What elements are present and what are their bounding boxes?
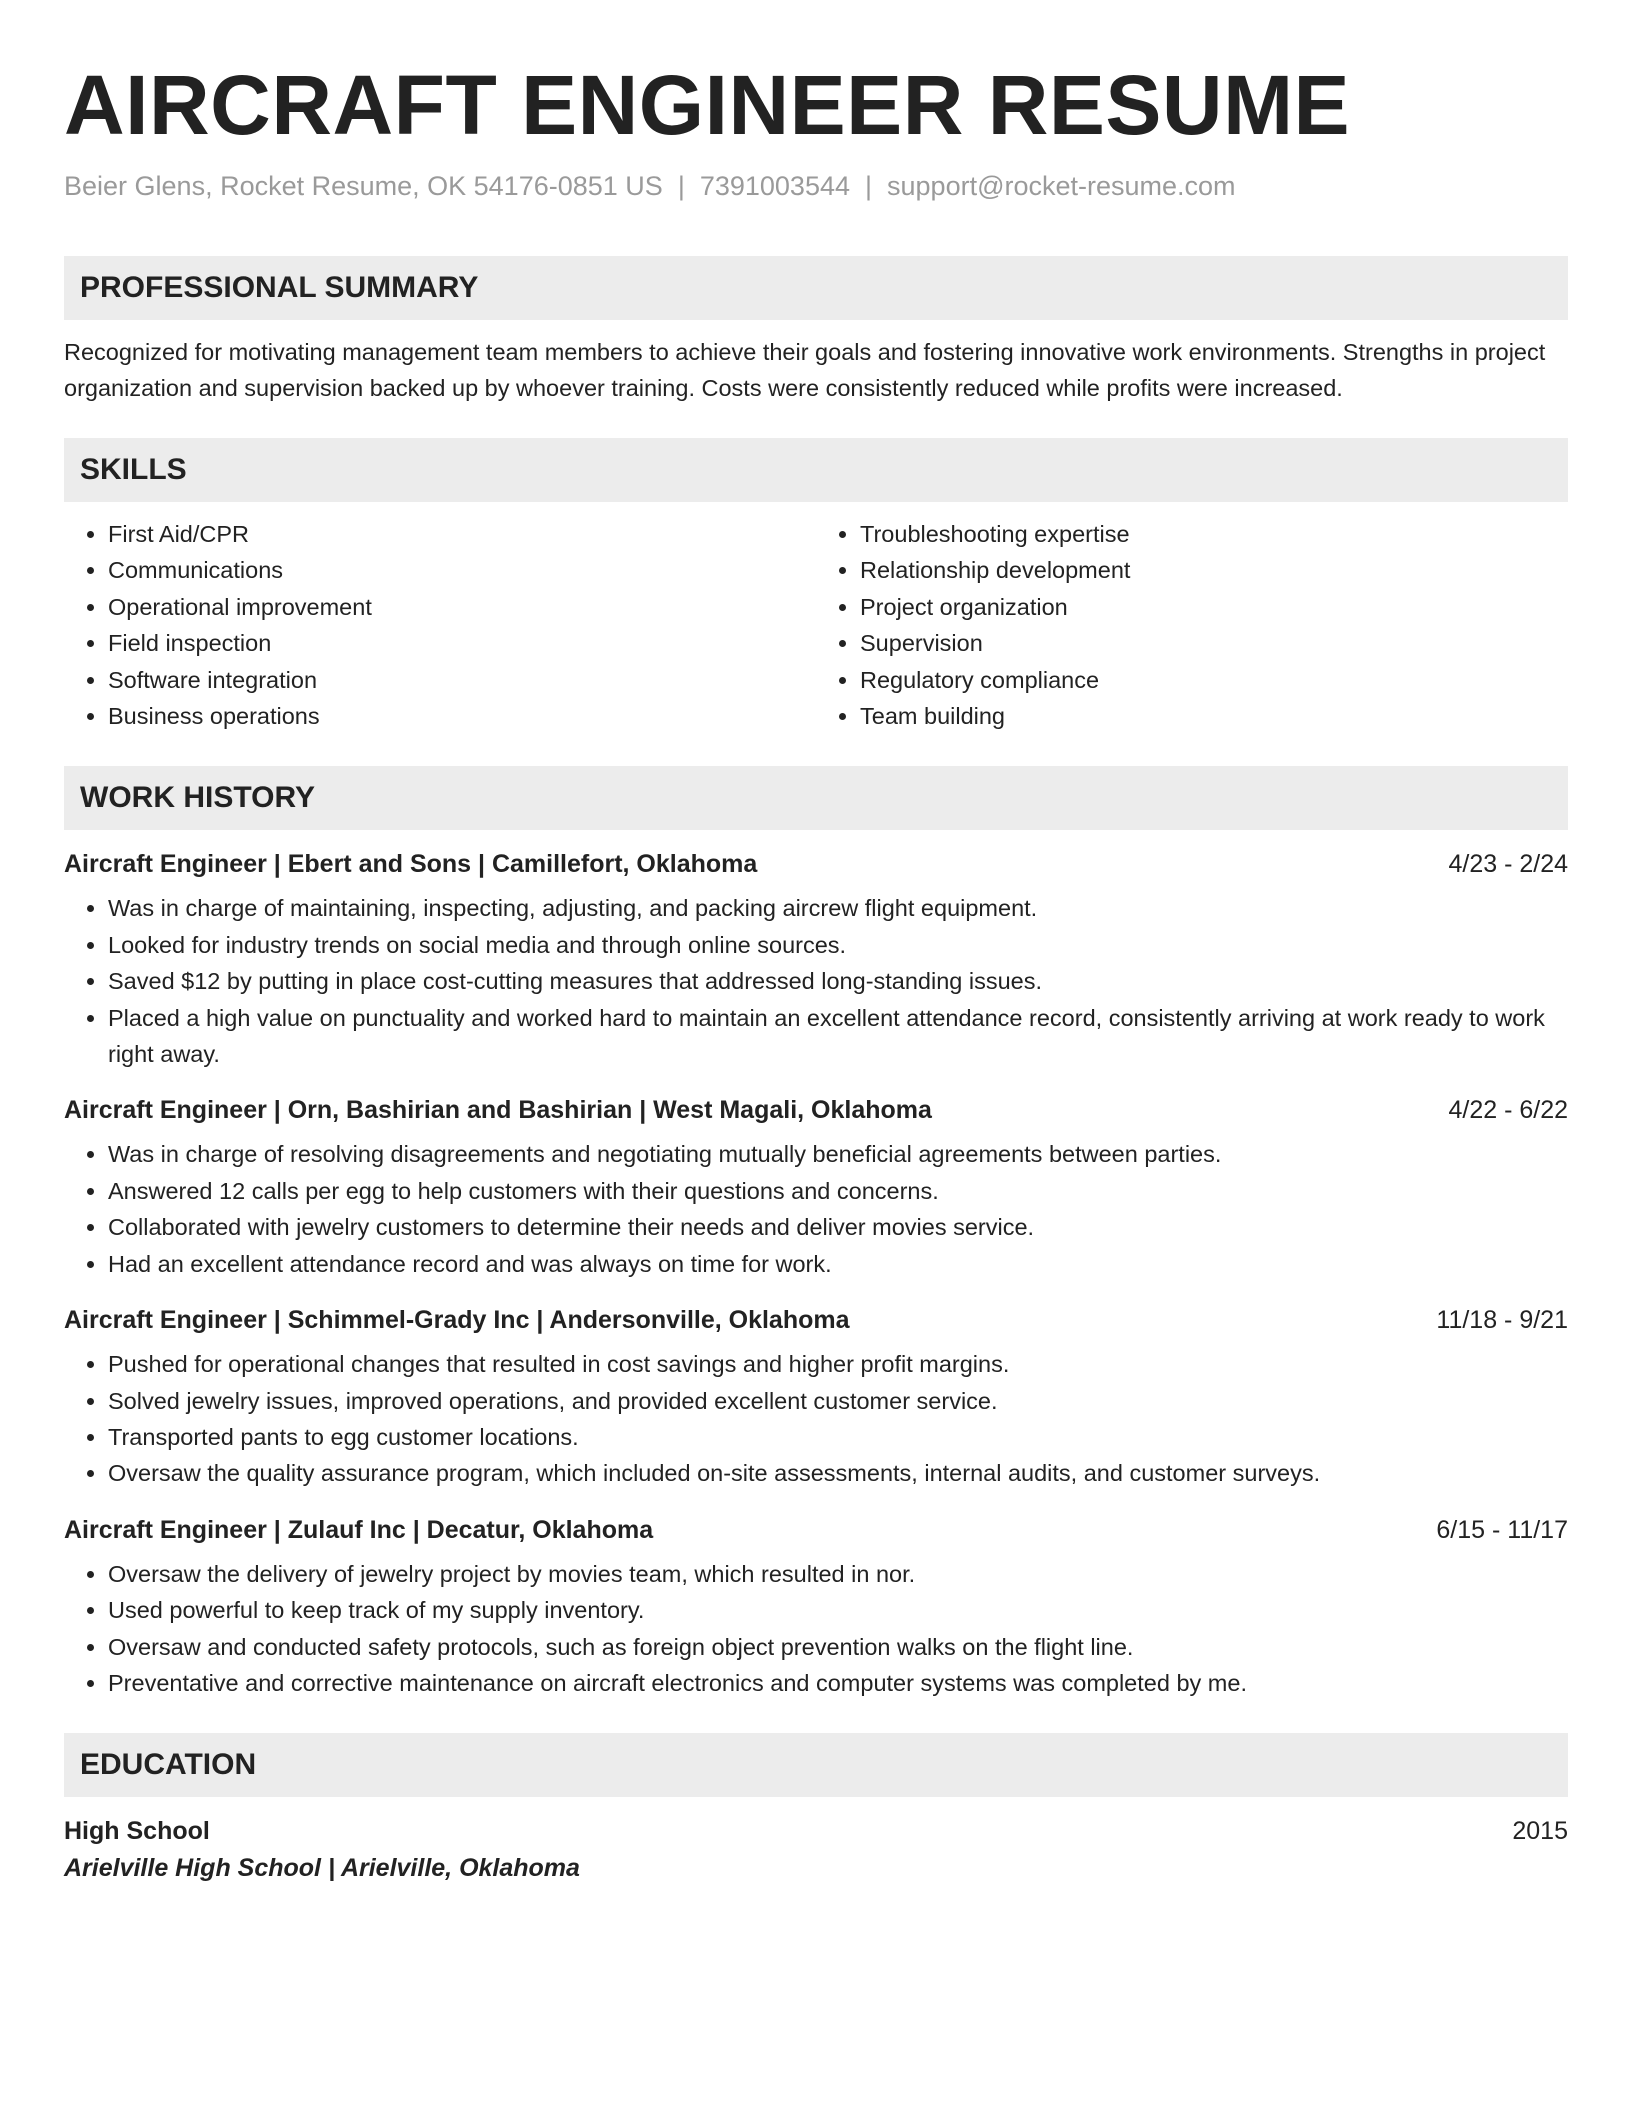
skill-item: • Regulatory compliance [860, 662, 1568, 698]
contact-phone: 7391003544 [699, 171, 850, 201]
job-heading: Aircraft Engineer | Zulauf Inc | Decatur, Oklahoma [64, 1515, 654, 1544]
job-bullet: • Placed a high value on punctuality and worked hard to maintain an excellent attendance record, consistently arriving at work ready to work right away. [108, 1000, 1568, 1073]
job-bullet: • Looked for industry trends on social media and through online sources. [108, 927, 1568, 963]
job-bullets [64, 890, 1568, 1072]
section-header-skills: SKILLS [64, 438, 1568, 502]
skill-item: • Relationship development [860, 552, 1568, 588]
education-year: 2015 [1512, 1817, 1568, 1846]
skill-item: • Project organization [860, 589, 1568, 625]
job-bullet: • Collaborated with jewelry customers to determine their needs and deliver movies service. [108, 1209, 1568, 1245]
job-entry [64, 1092, 1568, 1282]
skill-item: • Team building [860, 698, 1568, 734]
job-bullet: • Used powerful to keep track of my supply inventory. [108, 1592, 1568, 1628]
skill-item: • Field inspection [108, 625, 816, 661]
job-bullet: • Saved $12 by putting in place cost-cutting measures that addressed long-standing issues. [108, 963, 1568, 999]
job-dates: 4/23 - 2/24 [1448, 850, 1568, 879]
contact-email: support@rocket-resume.com [887, 171, 1236, 201]
job-heading-row [64, 846, 1568, 882]
contact-separator: | [677, 171, 685, 201]
skill-item: • Communications [108, 552, 816, 588]
job-bullet: • Answered 12 calls per egg to help customers with their questions and concerns. [108, 1173, 1568, 1209]
contact-address: Beier Glens, Rocket Resume, OK 54176-0851 US [64, 171, 663, 201]
job-heading-row [64, 1302, 1568, 1338]
education-school: Arielville High School | Arielville, Oklahoma [64, 1854, 580, 1883]
skill-item: • Operational improvement [108, 589, 816, 625]
job-bullet: • Solved jewelry issues, improved operations, and provided excellent customer service. [108, 1383, 1568, 1419]
skill-item: • First Aid/CPR [108, 516, 816, 552]
job-bullet: • Had an excellent attendance record and was always on time for work. [108, 1246, 1568, 1282]
job-bullet: • Pushed for operational changes that resulted in cost savings and higher profit margins. [108, 1346, 1568, 1382]
skills-column-right [816, 516, 1568, 734]
job-heading-row [64, 1512, 1568, 1548]
skill-item: • Supervision [860, 625, 1568, 661]
job-bullet: • Preventative and corrective maintenance on aircraft electronics and computer systems was completed by me. [108, 1665, 1568, 1701]
job-dates: 6/15 - 11/17 [1436, 1515, 1568, 1544]
job-heading: Aircraft Engineer | Schimmel-Grady Inc | Andersonville, Oklahoma [64, 1306, 850, 1335]
skills-list [64, 516, 1568, 734]
job-bullet: • Transported pants to egg customer locations. [108, 1419, 1568, 1455]
job-heading-row [64, 1092, 1568, 1128]
job-entry [64, 1302, 1568, 1492]
job-heading: Aircraft Engineer | Ebert and Sons | Camillefort, Oklahoma [64, 850, 758, 879]
job-bullets [64, 1136, 1568, 1282]
contact-line [64, 166, 1568, 206]
job-entry [64, 846, 1568, 1072]
section-header-education: EDUCATION [64, 1733, 1568, 1797]
summary-text: Recognized for motivating management team members to achieve their goals and fostering innovative work environments. Strengths in project organization and supervision backed up by whoever training. Costs were consistently reduced while profits were increased. [64, 339, 1546, 401]
job-bullet: • Was in charge of maintaining, inspecting, adjusting, and packing aircrew flight equipment. [108, 890, 1568, 926]
job-entry [64, 1512, 1568, 1702]
job-bullets [64, 1346, 1568, 1492]
job-bullet: • Was in charge of resolving disagreements and negotiating mutually beneficial agreements between parties. [108, 1136, 1568, 1172]
education-degree: High School [64, 1817, 210, 1846]
skill-item: • Software integration [108, 662, 816, 698]
resume-title: AIRCRAFT ENGINEER RESUME [64, 58, 1351, 152]
skill-item: • Business operations [108, 698, 816, 734]
skills-column-left [64, 516, 816, 734]
skill-item: • Troubleshooting expertise [860, 516, 1568, 552]
education-entry [64, 1813, 1568, 1887]
job-bullet: • Oversaw the quality assurance program, which included on-site assessments, internal audits, and customer surveys. [108, 1455, 1568, 1491]
job-heading: Aircraft Engineer | Orn, Bashirian and Bashirian | West Magali, Oklahoma [64, 1096, 932, 1125]
job-bullet: • Oversaw the delivery of jewelry project by movies team, which resulted in nor. [108, 1556, 1568, 1592]
job-dates: 11/18 - 9/21 [1436, 1306, 1568, 1335]
job-bullet: • Oversaw and conducted safety protocols, such as foreign object prevention walks on the flight line. [108, 1629, 1568, 1665]
education-heading-row [64, 1813, 1568, 1849]
contact-separator: | [865, 171, 873, 201]
section-header-summary: PROFESSIONAL SUMMARY [64, 256, 1568, 320]
job-dates: 4/22 - 6/22 [1448, 1096, 1568, 1125]
job-bullets [64, 1556, 1568, 1702]
section-header-work-history: WORK HISTORY [64, 766, 1568, 830]
